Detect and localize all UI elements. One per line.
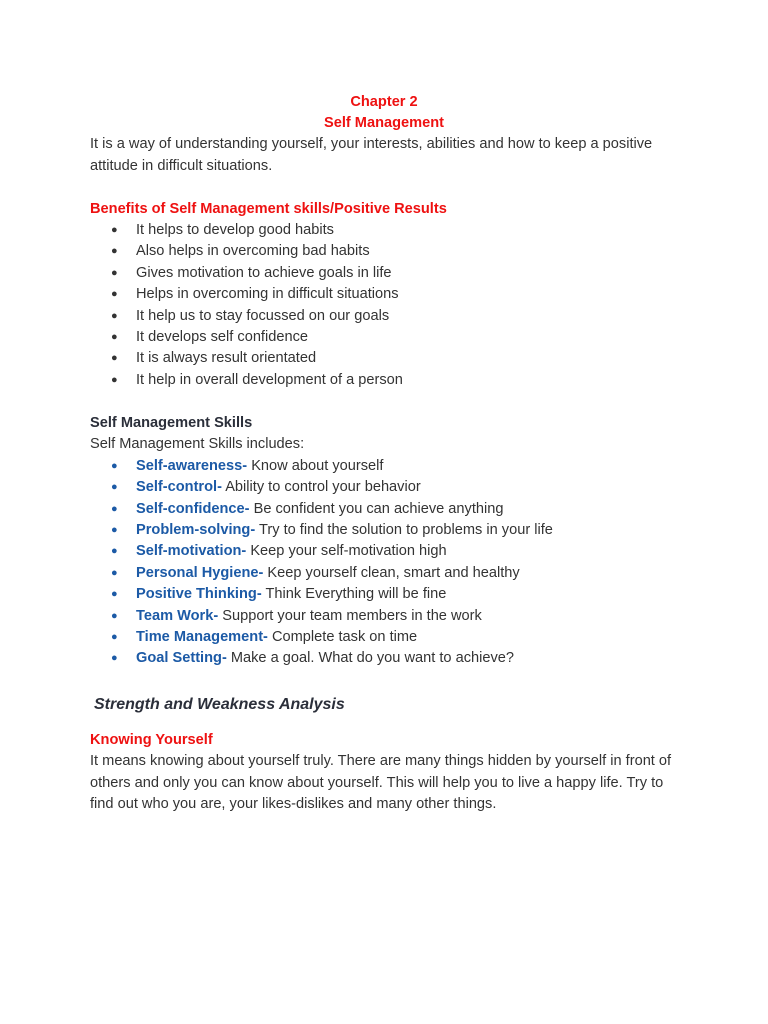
skill-description: Be confident you can achieve anything [249,500,504,517]
bullet-icon: ● [111,331,118,344]
skills-list [90,456,678,670]
list-item-text: Also helps in overcoming bad habits [136,243,370,260]
list-item [90,520,678,541]
knowing-heading: Knowing Yourself [90,731,213,748]
spacer [90,177,678,199]
list-item [90,584,678,605]
skill-description: Try to find the solution to problems in your life [255,521,553,538]
list-item-text: Gives motivation to achieve goals in life [136,264,392,281]
list-item [90,241,678,262]
list-item [90,370,678,391]
list-item [90,541,678,562]
list-item [90,477,678,498]
bullet-icon: ● [111,545,118,558]
bullet-icon: ● [111,288,118,301]
list-item-text: It helps to develop good habits [136,222,334,238]
chapter-title: Self Management [323,115,445,131]
list-item [90,648,678,669]
skill-term: Self-confidence- [136,500,250,517]
chapter-number: Chapter 2 [350,94,418,110]
bullet-icon: ● [111,245,118,258]
list-item [90,499,678,520]
bullet-icon: ● [111,459,118,472]
skill-description: Keep yourself clean, smart and healthy [263,564,520,581]
benefits-list [90,220,678,391]
list-item [90,563,678,584]
skill-term: Time Management- [136,629,268,645]
list-item [90,284,678,305]
list-item [90,348,678,369]
skill-term: Personal Hygiene- [136,564,264,581]
skills-heading: Self Management Skills [90,414,253,431]
skill-term: Problem-solving- [136,521,256,538]
list-item-text: It is always result orientated [136,350,317,367]
skill-term: Team Work- [136,607,219,624]
skill-description: Know about yourself [247,457,384,474]
skill-description: Support your team members in the work [218,607,482,624]
bullet-icon: ● [111,481,118,494]
skill-term: Self-motivation- [136,543,247,560]
skill-description: Keep your self-motivation high [246,543,447,560]
skills-intro: Self Management Skills includes: [90,436,305,453]
bullet-icon: ● [111,373,118,386]
skill-description: Ability to control your behavior [221,479,421,496]
knowing-paragraph: It means knowing about yourself truly. There are many things hidden by yourself in front of others and only you can know about yourself. This will help you to live a happy life. Try to find out who you are, your likes-dislikes and many other things. [90,753,672,813]
skill-description: Think Everything will be fine [261,586,447,603]
skill-description: Complete task on time [267,629,418,645]
bullet-icon: ● [111,523,118,536]
skill-term: Goal Setting- [136,650,227,667]
list-item-text: Helps in overcoming in difficult situations [136,286,399,303]
bullet-icon: ● [111,352,118,365]
analysis-heading: Strength and Weakness Analysis [94,695,345,713]
list-item-text: It help in overall development of a person [136,371,403,388]
skill-term: Positive Thinking- [136,586,262,603]
bullet-icon: ● [111,652,118,665]
benefits-heading: Benefits of Self Management skills/Positive Results [90,200,447,217]
bullet-icon: ● [111,566,118,579]
list-item [90,327,678,348]
intro-paragraph: It is a way of understanding yourself, your interests, abilities and how to keep a positive attitude in difficult situations. [90,136,653,174]
skill-description: Make a goal. What do you want to achieve? [226,650,514,667]
list-item-text: It develops self confidence [136,329,308,346]
list-item [90,263,678,284]
bullet-icon: ● [111,631,118,643]
skill-term: Self-control- [136,479,222,496]
bullet-icon: ● [111,266,118,279]
list-item [90,220,678,241]
list-item [90,627,678,648]
bullet-icon: ● [111,609,118,622]
bullet-icon: ● [111,502,118,515]
skill-term: Self-awareness- [136,457,248,474]
list-item [90,606,678,627]
list-item-text: It help us to stay focussed on our goals [136,307,390,324]
bullet-icon: ● [111,588,118,601]
list-item [90,456,678,477]
knowing-yourself-section [90,730,678,816]
spacer [90,391,678,413]
list-item [90,306,678,327]
bullet-icon: ● [111,224,118,236]
bullet-icon: ● [111,309,118,322]
